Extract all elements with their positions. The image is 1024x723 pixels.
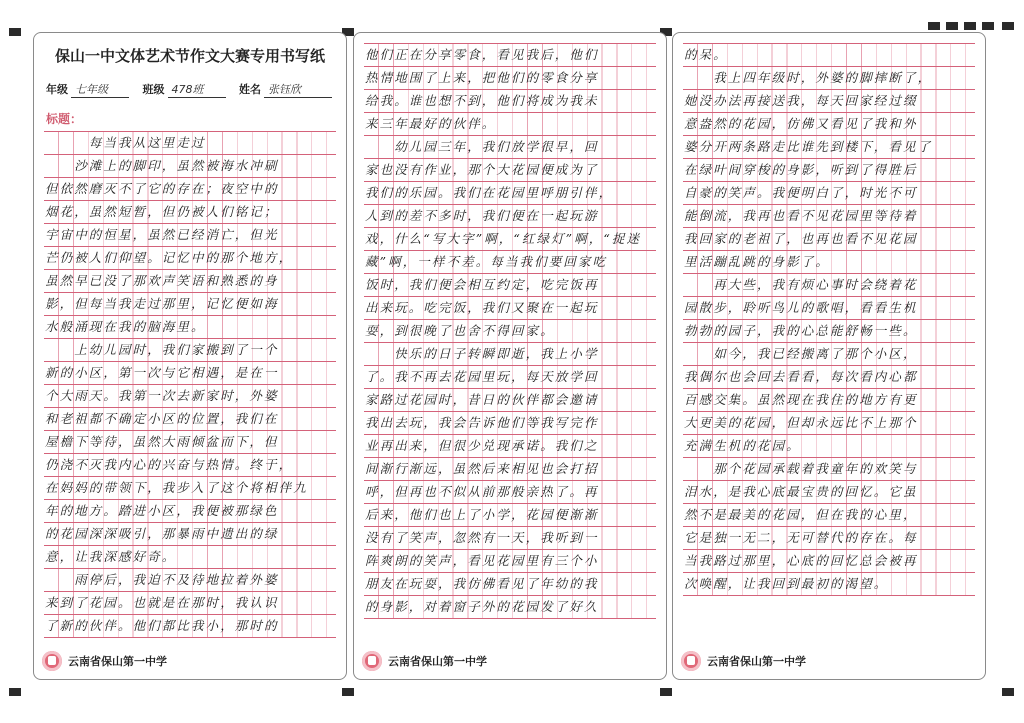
essay-line: 的花园深深吸引，那暴雨中遗出的绿 <box>44 523 336 546</box>
essay-line: 的身影，对着窗子外的花园发了好久 <box>364 596 656 619</box>
registration-mark <box>9 28 21 36</box>
page-footer <box>354 651 666 673</box>
paper-header-title: 保山一中文体艺术节作文大赛专用书写纸 <box>54 47 325 65</box>
essay-line: 出来玩。吃完饭，我们又聚在一起玩 <box>364 297 656 320</box>
essay-line: 泪水，是我心底最宝贵的回忆。它虽 <box>683 481 975 504</box>
essay-line: 家也没有作业，那个大花园便成为了 <box>364 159 656 182</box>
registration-mark <box>964 22 976 30</box>
registration-mark <box>928 22 940 30</box>
essay-line: 雨停后，我迫不及待地拉着外婆 <box>44 569 336 592</box>
essay-line: 呼，但再也不似从前那般亲热了。再 <box>364 481 656 504</box>
grade-label: 年级 <box>46 83 68 96</box>
essay-line: 家路过花园时，昔日的伙伴都会邀请 <box>364 389 656 412</box>
essay-line: 仍浇不灭我内心的兴奋与热情。终于， <box>44 454 336 477</box>
essay-line: 能倒流，我再也看不见花园里等待着 <box>683 205 975 228</box>
essay-line: 但依然磨灭不了它的存在；夜空中的 <box>44 178 336 201</box>
essay-line: 如今，我已经搬离了那个小区， <box>683 343 975 366</box>
registration-mark <box>9 688 21 696</box>
essay-line: 沙滩上的脚印，虽然被海水冲刷 <box>44 155 336 178</box>
essay-line: 里活蹦乱跳的身影了。 <box>683 251 975 274</box>
essay-line: 意，让我深感好奇。 <box>44 546 336 569</box>
essay-line: 藏”啊，一样不差。每当我们要回家吃 <box>364 251 656 274</box>
essay-line: 意盎然的花园，仿佛又看见了我和外 <box>683 113 975 136</box>
writing-grid <box>364 43 656 619</box>
essay-line: 虽然早已没了那欢声笑语和熟悉的身 <box>44 270 336 293</box>
essay-line: 大更美的花园，但却永远比不上那个 <box>683 412 975 435</box>
essay-line: 快乐的日子转瞬即逝，我上小学 <box>364 343 656 366</box>
essay-line: 幼儿园三年，我们放学很早，回 <box>364 136 656 159</box>
name-label: 姓名 <box>239 83 261 96</box>
essay-line: 我上四年级时，外婆的脚摔断了， <box>683 67 975 90</box>
school-logo-icon <box>681 651 701 671</box>
page-footer <box>34 651 346 673</box>
essay-line: 来三年最好的伙伴。 <box>364 113 656 136</box>
school-logo-icon <box>362 651 382 671</box>
essay-line: 和老祖都不确定小区的位置，我们在 <box>44 408 336 431</box>
essay-line: 我偶尔也会回去看看，每次看内心都 <box>683 366 975 389</box>
registration-mark <box>982 22 994 30</box>
student-info-row <box>46 81 334 101</box>
essay-line: 屋檐下等待，虽然大雨倾盆而下，但 <box>44 431 336 454</box>
essay-line: 当我路过那里，心底的回忆总会被再 <box>683 550 975 573</box>
essay-line: 水般涌现在我的脑海里。 <box>44 316 336 339</box>
essay-line: 后来，他们也上了小学，花园便渐渐 <box>364 504 656 527</box>
title-label: 标题： <box>46 112 83 126</box>
essay-page-3 <box>672 32 986 680</box>
school-name: 云南省保山第一中学 <box>68 655 167 668</box>
essay-line: 园散步，聆听鸟儿的歌唱，看看生机 <box>683 297 975 320</box>
school-logo-icon <box>42 651 62 671</box>
essay-line: 了新的伙伴。他们都比我小，那时的 <box>44 615 336 638</box>
essay-line: 戏，什么“写大字”啊，“红绿灯”啊，“捉迷 <box>364 228 656 251</box>
essay-line: 在绿叶间穿梭的身影，听到了得胜后 <box>683 159 975 182</box>
class-value: 478班 <box>168 81 226 98</box>
essay-line: 个大雨天。我第一次去新家时，外婆 <box>44 385 336 408</box>
essay-line: 勃勃的园子，我的心总能舒畅一些。 <box>683 320 975 343</box>
essay-line: 间渐行渐远，虽然后来相见也会打招 <box>364 458 656 481</box>
essay-line: 业再出来，但很少兑现承诺。我们之 <box>364 435 656 458</box>
essay-line: 上幼儿园时，我们家搬到了一个 <box>44 339 336 362</box>
essay-line: 我回家的老祖了，也再也看不见花园 <box>683 228 975 251</box>
essay-line: 饭时，我们便会相互约定，吃完饭再 <box>364 274 656 297</box>
essay-line: 了。我不再去花园里玩，每天放学回 <box>364 366 656 389</box>
essay-line: 的呆。 <box>683 44 975 67</box>
registration-mark <box>1002 22 1014 30</box>
essay-line: 影，但每当我走过那里，记忆便如海 <box>44 293 336 316</box>
essay-line: 它是独一无二，无可替代的存在。每 <box>683 527 975 550</box>
writing-grid <box>683 43 975 596</box>
essay-line: 再大些，我有烦心事时会绕着花 <box>683 274 975 297</box>
essay-line: 宇宙中的恒星，虽然已经消亡，但光 <box>44 224 336 247</box>
essay-line: 来到了花园。也就是在那时，我认识 <box>44 592 336 615</box>
essay-line: 次唤醒，让我回到最初的渴望。 <box>683 573 975 596</box>
essay-line: 阵爽朗的笑声，看见花园里有三个小 <box>364 550 656 573</box>
essay-line: 充满生机的花园。 <box>683 435 975 458</box>
essay-line: 每当我从这里走过 <box>44 132 336 155</box>
essay-line: 人到的差不多时，我们便在一起玩游 <box>364 205 656 228</box>
essay-line: 烟花，虽然短暂，但仍被人们铭记； <box>44 201 336 224</box>
grade-value: 七年级 <box>71 81 129 98</box>
essay-line: 给我。谁也想不到，他们将成为我未 <box>364 90 656 113</box>
essay-line: 那个花园承载着我童年的欢笑与 <box>683 458 975 481</box>
essay-line: 她没办法再接送我，每天回家经过缀 <box>683 90 975 113</box>
essay-line: 没有了笑声，忽然有一天，我听到一 <box>364 527 656 550</box>
essay-line: 在妈妈的带领下，我步入了这个将相伴九 <box>44 477 336 500</box>
page-footer <box>673 651 985 673</box>
essay-line: 年的地方。踏进小区，我便被那绿色 <box>44 500 336 523</box>
registration-mark <box>342 688 354 696</box>
writing-grid <box>44 131 336 638</box>
essay-line: 耍，到很晚了也舍不得回家。 <box>364 320 656 343</box>
essay-line: 热情地围了上来，把他们的零食分享 <box>364 67 656 90</box>
name-value: 张钰欣 <box>264 81 332 98</box>
essay-line: 我们的乐园。我们在花园里呼朋引伴， <box>364 182 656 205</box>
essay-line: 然不是最美的花园，但在我的心里， <box>683 504 975 527</box>
essay-line: 婆分开两条路走比谁先到楼下，看见了 <box>683 136 975 159</box>
essay-line: 朋友在玩耍，我仿佛看见了年幼的我 <box>364 573 656 596</box>
school-name: 云南省保山第一中学 <box>707 655 806 668</box>
essay-line: 他们正在分享零食，看见我后，他们 <box>364 44 656 67</box>
school-name: 云南省保山第一中学 <box>388 655 487 668</box>
essay-page-1 <box>33 32 347 680</box>
registration-mark <box>660 688 672 696</box>
essay-line: 芒仍被人们仰望。记忆中的那个地方， <box>44 247 336 270</box>
essay-line: 新的小区，第一次与它相遇，是在一 <box>44 362 336 385</box>
registration-mark <box>946 22 958 30</box>
essay-page-2 <box>353 32 667 680</box>
essay-line: 自豪的笑声。我便明白了，时光不可 <box>683 182 975 205</box>
registration-mark <box>1002 688 1014 696</box>
essay-line: 百感交集。虽然现在我住的地方有更 <box>683 389 975 412</box>
class-label: 班级 <box>142 83 165 96</box>
essay-line: 我出去玩，我会告诉他们等我写完作 <box>364 412 656 435</box>
